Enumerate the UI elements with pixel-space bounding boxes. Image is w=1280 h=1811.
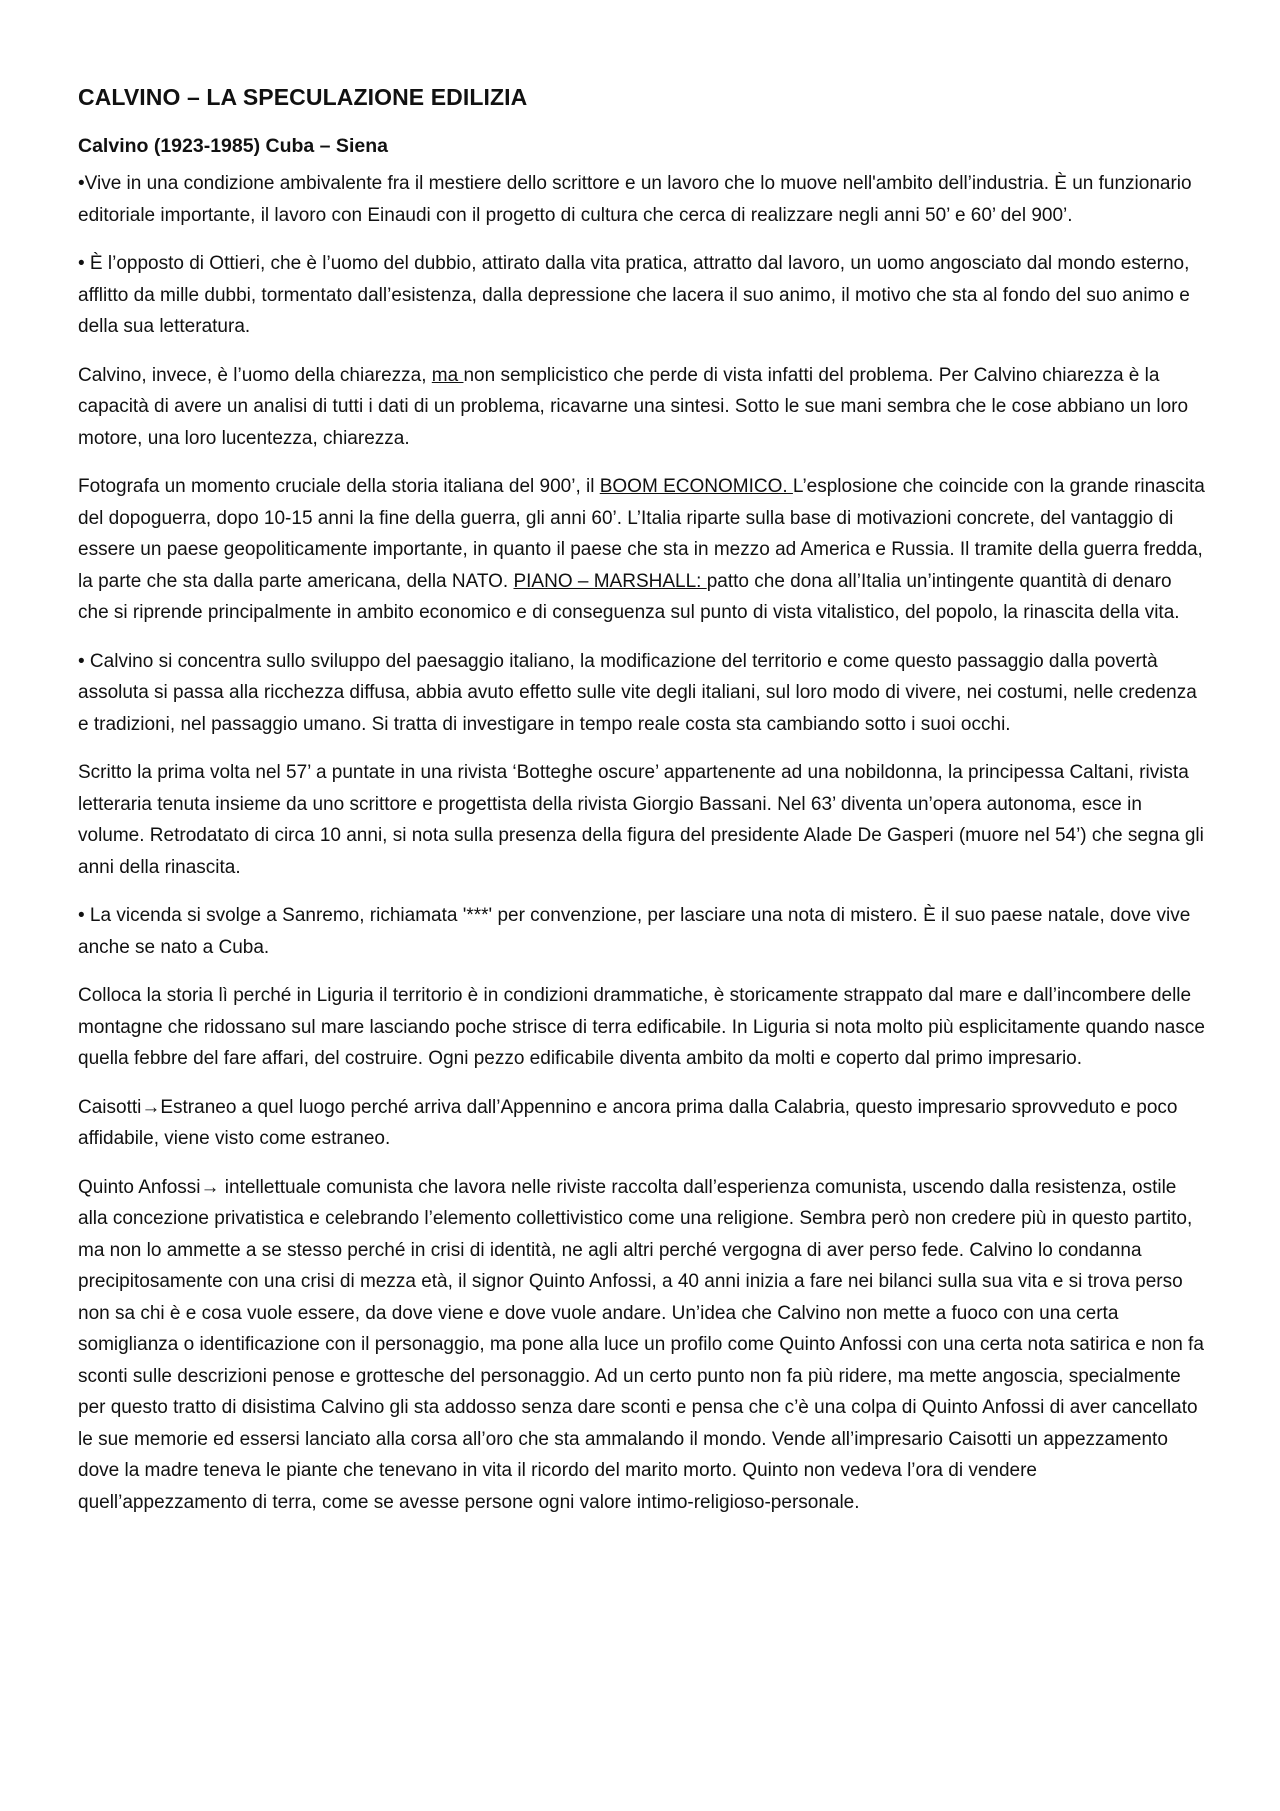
paragraph-3-text-b: non semplicistico che perde di vista infatti del problema. Per Calvino chiarezza è la capacità di avere un analisi di tutti i dati di un problema, ricavarne una sintesi. Sotto le sue mani sembra che le cose abbiano un loro motore, una loro lucentezza, chiarezza.: [78, 364, 1189, 449]
paragraph-7: • La vicenda si svolge a Sanremo, richiamata '***' per convenzione, per lasciare una nota di mistero. È il suo paese natale, dove vive anche se nato a Cuba.: [78, 905, 1191, 958]
paragraph-6: Scritto la prima volta nel 57’ a puntate in una rivista ‘Botteghe oscure’ appartenente ad una nobildonna, la principessa Caltani, rivista letteraria tenuta insieme da uno scrittore e progettista della rivista Giorgio Bassani. Nel 63’ diventa un’opera autonoma, esce in volume. Retrodatato di circa 10 anni, si nota sulla presenza della figura del presidente Alade De Gasperi (muore nel 54’) che segna gli anni della rinascita.: [78, 762, 1204, 878]
paragraph-1: •Vive in una condizione ambivalente fra il mestiere dello scrittore e un lavoro che lo muove nell'ambito dell’industria. È un funzionario editoriale importante, il lavoro con Einaudi con il progetto di cultura che cerca di realizzare negli anni 50’ e 60’ del 900’.: [78, 173, 1192, 226]
underlined-boom-economico: BOOM ECONOMICO.: [599, 476, 793, 497]
paragraph-5: • Calvino si concentra sullo sviluppo del paesaggio italiano, la modificazione del territorio e come questo passaggio dalla povertà assoluta si passa alla ricchezza diffusa, abbia avuto effetto sulle vite degli italiani, sul loro modo di vivere, nei costumi, nelle credenza e tradizioni, nel passaggio umano. Si tratta di investigare in tempo reale costa sta cambiando sotto i suoi occhi.: [78, 650, 1197, 735]
paragraph-2: • È l’opposto di Ottieri, che è l’uomo del dubbio, attirato dalla vita pratica, attratto dal lavoro, un uomo angosciato dal mondo esterno, afflitto da mille dubbi, tormentato dall’esistenza, dalla depressione che lacera il suo animo, il motivo che sta al fondo del suo animo e della sua letteratura.: [78, 253, 1190, 337]
paragraph-3: [78, 360, 1206, 455]
paragraph-4-text-a: Fotografa un momento cruciale della storia italiana del 900’, il: [78, 476, 600, 497]
paragraph-3-text-a: Calvino, invece, è l’uomo della chiarezza,: [78, 364, 432, 386]
document-subtitle: Calvino (1923-1985) Cuba – Siena: [78, 135, 388, 157]
paragraph-8: Colloca la storia lì perché in Liguria il territorio è in condizioni drammatiche, è storicamente strappato dal mare e dall’incombere delle montagne che ridossano sul mare lasciando poche strisce di terra edificabile. In Liguria si nota molto più esplicitamente quando nasce quella febbre del fare affari, del costruire. Ogni pezzo edificabile diventa ambito da molti e coperto dal primo impresario.: [78, 985, 1205, 1069]
document-page: [78, 84, 1206, 1535]
paragraph-9: Caisotti→Estraneo a quel luogo perché arriva dall’Appennino e ancora prima dalla Calabria, questo impresario sprovveduto e poco affidabile, viene visto come estraneo.: [78, 1096, 1178, 1149]
paragraph-10: Quinto Anfossi→ intellettuale comunista che lavora nelle riviste raccolta dall’esperienza comunista, uscendo dalla resistenza, ostile alla concezione privatistica e celebrando l’elemento collettivistico come una religione. Sembra però non credere più in questo partito, ma non lo ammette a se stesso perché in crisi di identità, ne agli altri perché vergogna di aver perso fede. Calvino lo condanna precipitosamente con una crisi di mezza età, il signor Quinto Anfossi, a 40 anni inizia a fare nei bilanci sulla sua vita e si trova perso non sa chi è e cosa vuole essere, da dove viene e dove vuole andare. Un’idea che Calvino non mette a fuoco con una certa somiglianza o identificazione con il personaggio, ma pone alla luce un profilo come Quinto Anfossi con una certa nota satirica e non fa sconti sulle descrizioni penose e grottesche del personaggio. Ad un certo punto non fa più ridere, ma mette angoscia, specialmente per questo tratto di disistima Calvino gli sta addosso senza dare sconti e pensa che c’è una colpa di Quinto Anfossi di aver cancellato le sue memorie ed essersi lanciato alla corsa all’oro che sta ammalando il mondo. Vende all’impresario Caisotti un appezzamento dove la madre teneva le piante che tenevano in vita il ricordo del marito morto. Quinto non vedeva l’ora di vendere quell’appezzamento di terra, come se avesse persone ogni valore intimo-religioso-personale.: [78, 1176, 1204, 1513]
underlined-ma: ma: [431, 364, 464, 386]
paragraph-4-text-b: L’esplosione che coincide con la grande rinascita del dopoguerra, dopo 10-15 anni la fine della guerra, gli anni 60’. L’Italia riparte sulla base di motivazioni concrete, del vantaggio di essere un paese geopoliticamente importante, in quanto il paese che sta in mezzo ad America e Russia. Il tramite della guerra fredda, la parte che sta dalla parte americana, della NATO.: [78, 476, 1205, 592]
paragraph-4-text-c: patto che dona all’Italia un’intingente quantità di denaro che si riprende principalmente in ambito economico e di conseguenza sul punto di vista vitalistico, del popolo, la rinascita della vita.: [78, 570, 1180, 623]
underlined-piano-marshall: PIANO – MARSHALL:: [513, 570, 707, 592]
paragraph-4: [78, 471, 1206, 629]
document-title: CALVINO – LA SPECULAZIONE EDILIZIA: [78, 84, 528, 110]
